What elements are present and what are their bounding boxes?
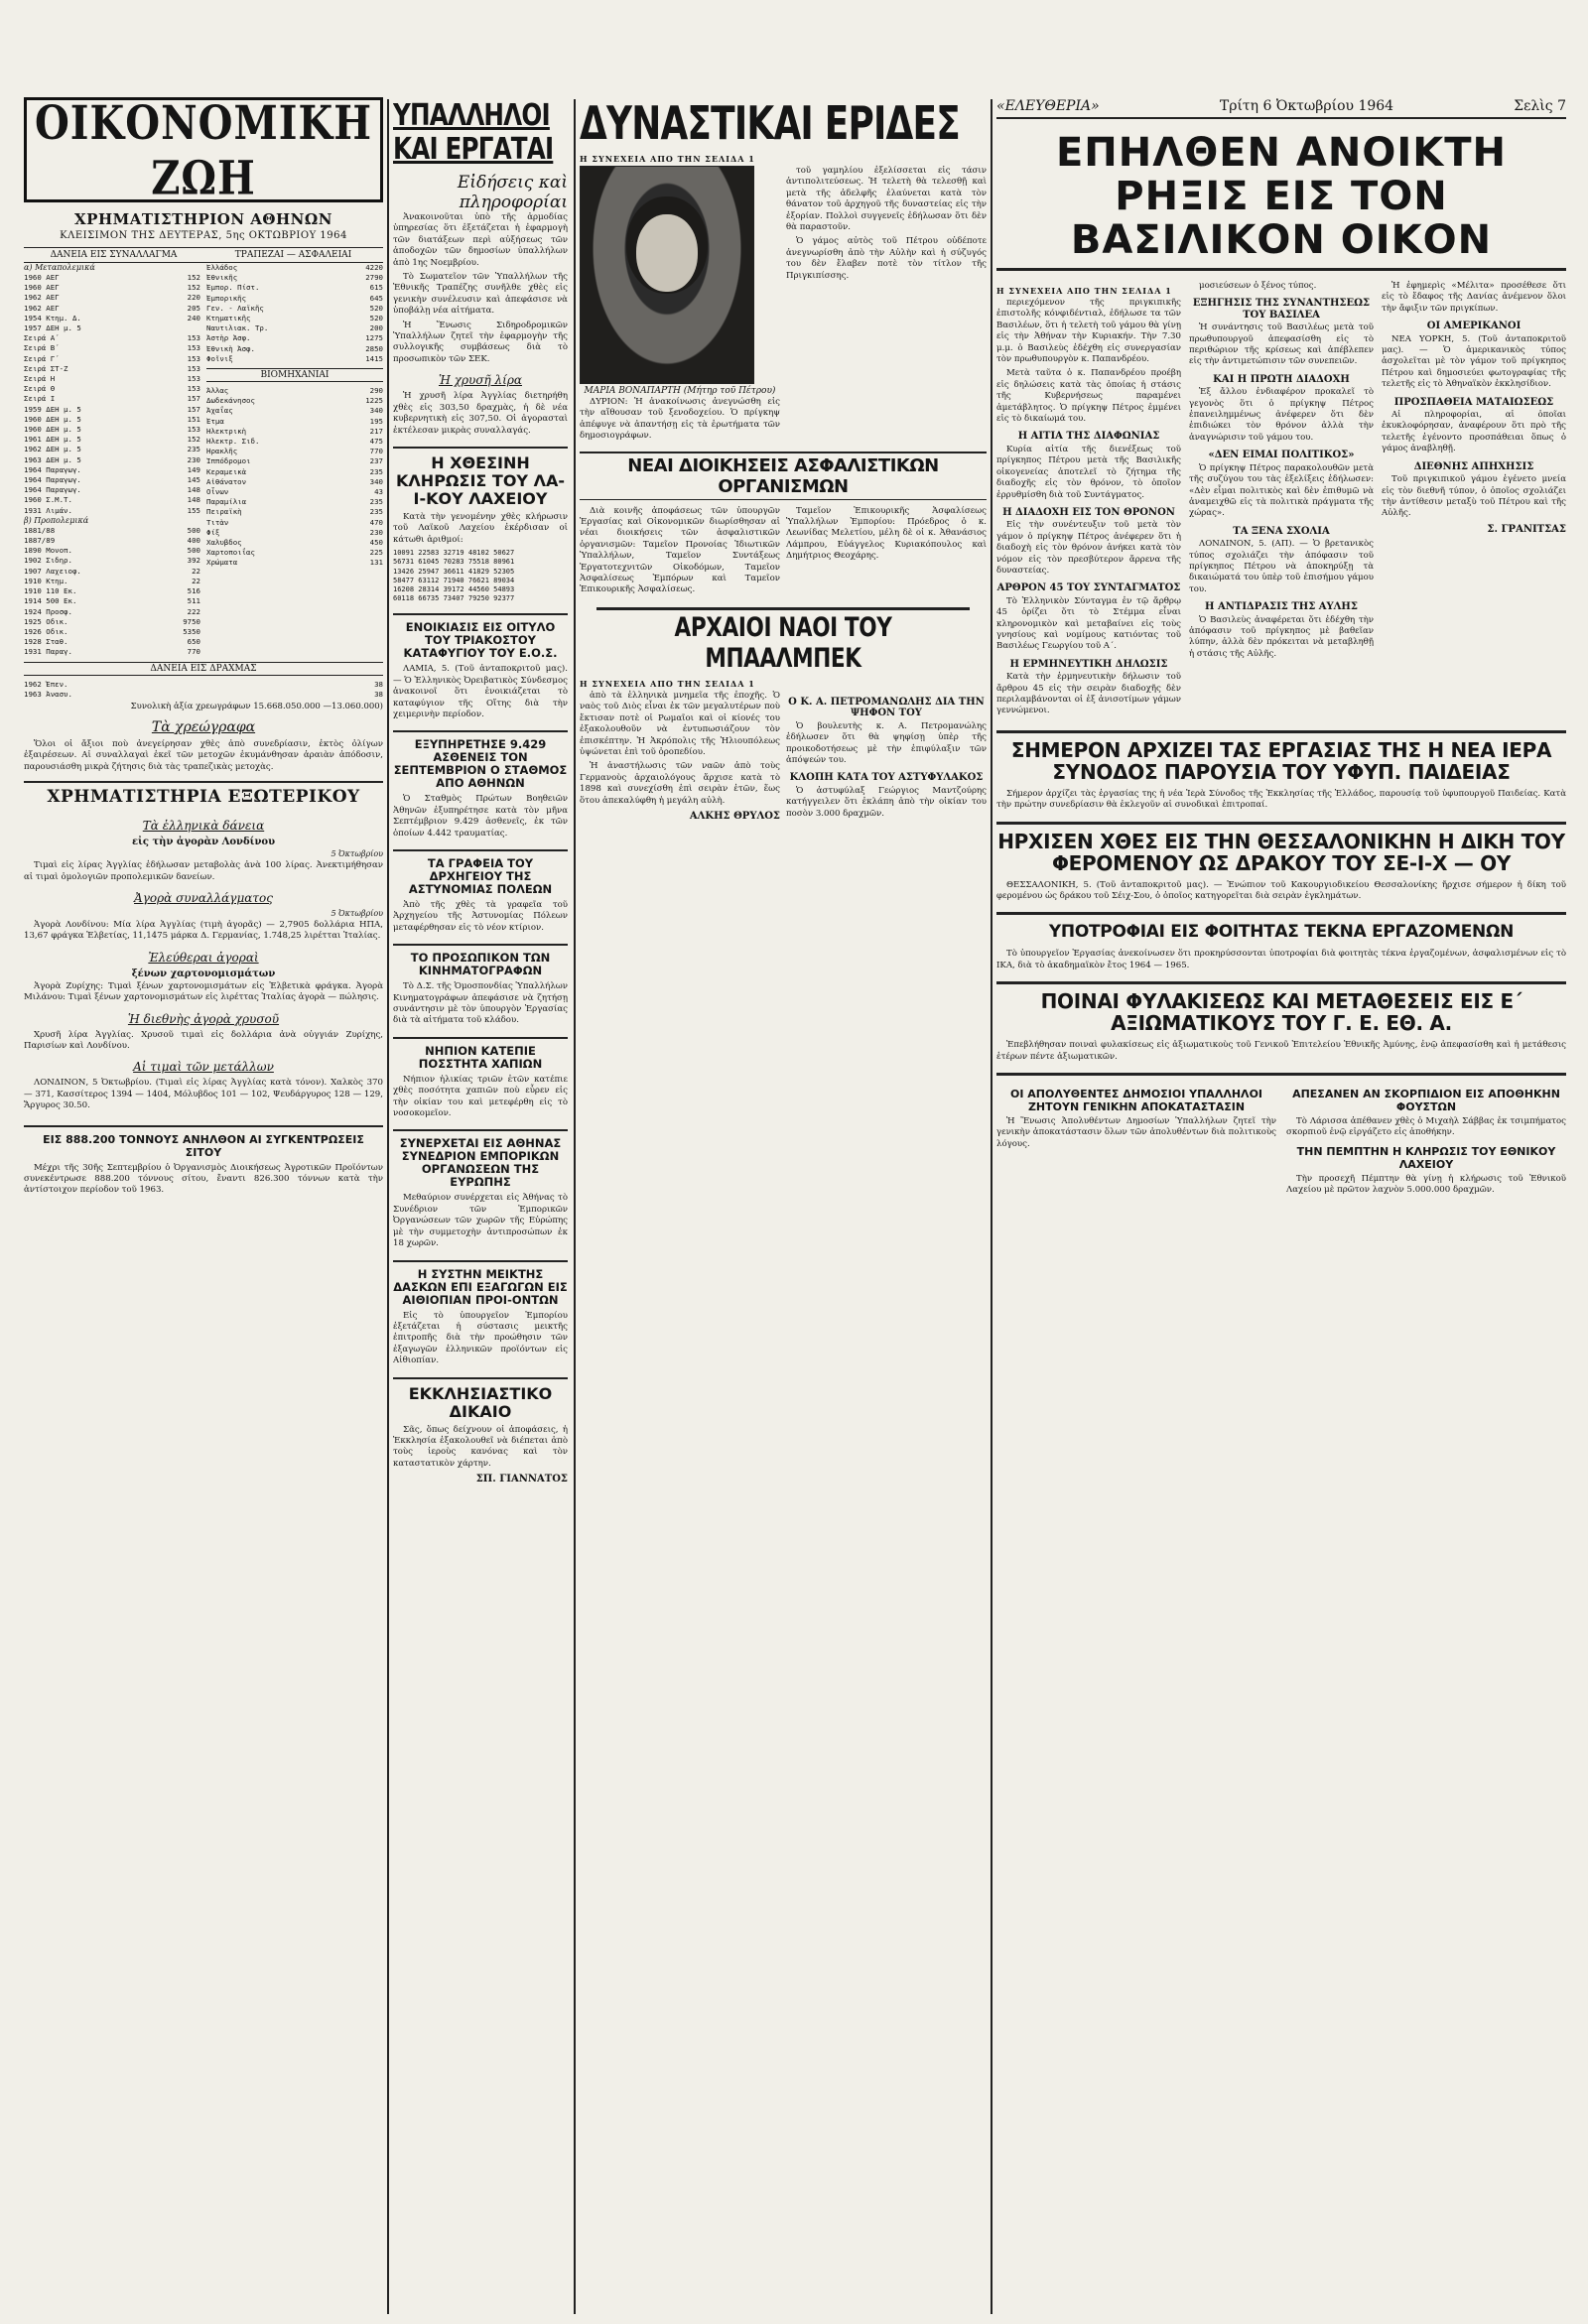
continuation-tag: Η ΣΥΝΕΧΕΙΑ ΑΠΟ ΤΗΝ ΣΕΛΙΔΑ 1	[580, 154, 755, 164]
column-rule	[991, 99, 992, 2314]
foreign-comments-heading: ΤΑ ΞΕΝΑ ΣΧΟΛΙΑ	[1233, 525, 1330, 537]
succession-text: Ἐξ ἄλλου ἐνδιαφέρον προκαλεῖ τὸ γεγονὸς ὅτι ὁ πρίγκηψ Πέτρος ἐπανειλημμένως ἀνέφερεν ὅτι δὲν ἐπιδιώκει τὸν θρόνον ἀλλὰ τὴν ἀναγνώρισιν τοῦ γάμου του.	[1189, 387, 1374, 443]
bank-row: Ναυτιλιακ. Τρ. 200	[206, 323, 383, 333]
metals-text: ΛΟΝΔΙΝΟΝ, 5 Ὀκτωβρίου. (Τιμαὶ εἰς λίρας Ἀγγλίας κατὰ τόνον). Χαλκὸς 370 — 371, Κασσίτερος 1394 — 1404, Μόλυβδος 101 — 102, Ψευδάργυρος 128 — 129, Ἄργυρος 30.50.	[24, 1078, 383, 1111]
industry-row: Τιτὰν 470	[206, 517, 383, 527]
loan-row: 1925 Οδικ. 9750	[24, 616, 200, 626]
closing-date: ΚΛΕΙΣΙΜΟΝ ΤΗΣ ΔΕΥΤΕΡΑΣ, 5ης ΟΚΤΩΒΡΙΟΥ 1964	[60, 230, 347, 241]
bonds-heading: Τὰ χρεώγραφα	[151, 718, 256, 735]
insurance-heading: ΝΕΑΙ ΔΙΟΙΚΗΣΕΙΣ ΑΣΦΑΛΙΣΤΙΚΩΝ ΟΡΓΑΝΙΣΜΩΝ	[580, 452, 987, 500]
first-aid-heading: ΕΞΥΠΗΡΕΤΗΣΕ 9.429 ΑΣΘΕΝΕΙΣ ΤΟΝ ΣΕΠΤΕΜΒΡΙΟΝ Ο ΣΤΑΘΜΟΣ ΑΠΟ ΑΘΗΝΩΝ	[393, 730, 568, 790]
vote-heading: Ο Κ. Α. ΠΕΤΡΟΜΑΝΩΛΗΣ ΔΙΑ ΤΗΝ ΨΗΦΟΝ ΤΟΥ	[788, 696, 985, 719]
church-law-heading: ΕΚΚΛΗΣΙΑΣΤΙΚΟ ΔΙΚΑΙΟ	[393, 1377, 568, 1421]
loan-row: 1964 Παραγωγ. 145	[24, 475, 200, 485]
interpretation-text: Κατὰ τὴν ἑρμηνευτικὴν δήλωσιν τοῦ ἄρθρου 45 εἰς τὴν σειρὰν διαδοχῆς δὲν περιλαμβάνονται οἱ ἐξ ἀνισοτίμων γάμων γεννώμενοι.	[996, 672, 1181, 716]
first-aid-text: Ὁ Σταθμὸς Πρώτων Βοηθειῶν Ἀθηνῶν ἐξυπηρέτησε κατὰ τὸν μῆνα Σεπτέμβριον 9.429 ἀσθενεῖς, ἐκ τῶν ὁποίων 4.442 τραυματίας.	[393, 794, 568, 839]
scholarship-heading: ΥΠΟΤΡΟΦΙΑΙ ΕΙΣ ΦΟΙΤΗΤΑΣ ΤΕΚΝΑ ΕΡΓΑΖΟΜΕΝΩΝ	[1048, 922, 1515, 943]
industry-row: Οἶνων 43	[206, 487, 383, 497]
loan-row: Σειρά Θ 153	[24, 384, 200, 394]
exports-heading: Η ΣΥΣΤΗΝ ΜΕΙΚΤΗΣ ΔΑΣΚΩΝ ΕΠΙ ΕΞΑΓΩΓΩΝ ΕΙΣ ΑΙΘΙΟΠΙΑΝ ΠΡΟΙ-ΟΝΤΩΝ	[393, 1260, 568, 1307]
synod-heading: ΣΗΜΕΡΟΝ ΑΡΧΙΖΕΙ ΤΑΣ ΕΡΓΑΣΙΑΣ ΤΗΣ Η ΝΕΑ ΙΕΡΑ ΣΥΝΟΔΟΣ ΠΑΡΟΥΣΙΑ ΤΟΥ ΥΦΥΠ. ΠΑΙΔΕΙΑΣ	[1010, 737, 1552, 784]
currency-text: Ἀγορὰ Λονδίνου: Μία λίρα Ἀγγλίας (τιμὴ ἀγορᾶς) — 2,7905 δολλάρια ΗΠΑ, 13,67 φράγκα Ἑλβετίας, 11,1475 μάρκα Δ. Γερμανίας, 1.748,25 λιρέτται Ἰταλίας.	[24, 919, 383, 942]
royal-text-2: Μετὰ ταῦτα ὁ κ. Παπανδρέου προέβη εἰς δηλώσεις κατὰ τὰς ὁποίας ἡ στάσις τῆς Κυβερνήσεως παραμένει ἀμετάβλητος. Ὁ πρίγκηψ Πέτρος ἐμμένει εἰς τὸ δικαίωμά του.	[996, 368, 1181, 425]
metals-heading: Αἱ τιμαὶ τῶν μετάλλων	[133, 1060, 274, 1075]
americans-text: ΝΕΑ ΥΟΡΚΗ, 5. (Τοῦ ἀνταποκριτοῦ μας). — Ὁ ἀμερικανικὸς τύπος ἀσχολεῖται μὲ τὸν γάμον τοῦ πρίγκηπος Πέτρου καὶ δημοσιεύει φωτογραφίας τῆς τελετῆς εἰς τὸ Ἀθηναϊκὸν ἐκκλησίδιον.	[1382, 333, 1566, 390]
banks-table: Ἑλλάδος 4220 Ἐθνικῆς 2790 Ἐμπορ. Πίστ. 615 Ἐμπορικῆς 645 Γεν. - Λαϊκῆς 520 Κτηματικῆς 520 Ναυτιλιακ. Τρ. 200 Ἀστὴρ Ἀσφ. 1275 Ἐθνικὴ Ἀσφ. 2850 Φοῖνιξ 1415 ΒΙΟΜΗΧΑΝΙΑΙ Ἄλλας 290 Δωδεκάνησος 1225 Ἀχαΐας 340 Ἔτμα 195 Ἠλεκτρικὴ 217 Ἠλεκτρ. Σιδ. 475 Ἡρακλῆς 770 Ἰππόδρομοι 237 Κεραμεικὰ 235 Αἰθάνατον 340 Οἶνων 43 Παραμίλια 235 Πειραϊκὴ 235 Τιτὰν 470 Φίξ 230 Χαλυβδος 450 Χαρτοποιΐας 225 Χρώματα 131	[206, 263, 383, 568]
child-heading: ΝΗΠΙΟΝ ΚΑΤΕΠΙΕ ΠΟΣΣΤΗΤΑ ΧΑΠΙΩΝ	[393, 1037, 568, 1071]
loan-row: 1962 ΔΕΗ μ. 5 235	[24, 445, 200, 454]
loan-row: 1962 ΑΕΓ 205	[24, 303, 200, 313]
gold-pound-text: Ἡ χρυσῆ λίρα Ἀγγλίας διετηρήθη χθὲς εἰς 303,50 δραχμὰς, ἡ δὲ νέα κυβερνητικὴ εἰς 307,50. Οἱ ἀγορασταὶ ἐκτέλεσαν μικρὰς συναλλαγάς.	[393, 391, 568, 436]
loan-row: 1931 Λιμάν. 155	[24, 505, 200, 515]
page-number: Σελὶς 7	[1514, 98, 1566, 114]
industry-row: Χρώματα 131	[206, 558, 383, 568]
lottery-number-line: 16208 28314 39172 44560 54893	[393, 584, 515, 593]
scholarship-text: Τὸ ὑπουργεῖον Ἐργασίας ἀνεκοίνωσεν ὅτι προκηρύσσονται ὑποτροφίαι διὰ φοιτητὰς τέκνα ἐργαζομένων, ἀσφαλισμένων εἰς τὸ ΙΚΑ, διὰ τὸ ἀκαδημαϊκὸν ἔτος 1964 — 1965.	[996, 949, 1566, 970]
column-rule	[387, 99, 389, 2314]
lottery-number-line: 13426 25947 36611 41829 52305	[393, 567, 515, 576]
industry-row: Ἀχαΐας 340	[206, 406, 383, 416]
synod-text: Σήμερον ἀρχίζει τὰς ἐργασίας της ἡ νέα Ἱερὰ Σύνοδος τῆς Ἐκκλησίας τῆς Ἑλλάδος, παρουσίᾳ τοῦ ὑφυπουργοῦ Παιδείας. Κατὰ τὴν πρώτην συνεδρίασιν θὰ ἐκλεγοῦν αἱ συνοδικαὶ ἐπιτροπαί.	[996, 788, 1566, 811]
scorpion-text: Τὸ Λάρισσα ἀπέθανεν χθὲς ὁ Μιχαὴλ Σάββας ἐκ τσιμπήματος σκορπιοῦ ἐνῷ εἰργάζετο εἰς ἀποθήκην.	[1286, 1116, 1566, 1138]
london-market-heading: εἰς τὴν ἀγορὰν Λονδίνου	[131, 837, 276, 848]
not-politician-text: Ὁ πρίγκηψ Πέτρος παρακολουθῶν μετὰ τῆς συζύγου του τὰς ἐξελίξεις ἐδήλωσεν: «Δὲν εἶμαι πολιτικὸς καὶ δὲν ἐπιθυμῶ νὰ ἀναμειχθῶ εἰς τὰ πολιτικὰ πράγματα τῆς χώρας».	[1189, 462, 1374, 519]
cinema-heading: ΤΟ ΠΡΟΣΩΠΙΚΟΝ ΤΩΝ ΚΙΝΗΜΑΤΟΓΡΑΦΩΝ	[393, 944, 568, 977]
loan-row: 1960 ΑΕΓ 152	[24, 273, 200, 282]
newspaper-name: «ΕΛΕΥΘΕΡΙΑ»	[996, 98, 1100, 114]
attempt-text: Αἱ πληροφορίαι, αἱ ὁποῖαι ἐκυκλοφόρησαν, ἀναφέρουν ὅτι πρὸ τῆς τελετῆς ἐγένοντο προσπάθειαι ὅπως ὁ γάμος ἀναβληθῇ.	[1382, 410, 1566, 454]
lottery-numbers	[393, 549, 568, 603]
loan-row: 1960 ΔΕΗ μ. 5 153	[24, 425, 200, 435]
industry-row: Ἄλλας 290	[206, 386, 383, 396]
loan-row: 1931 Παραγ. 770	[24, 647, 200, 657]
explanation-text: Ἡ συνάντησις τοῦ Βασιλέως μετὰ τοῦ πρωθυπουργοῦ ἀπεφασίσθη εἰς τὸ περιθώριον τῆς κρίσεως καὶ ἀπέβλεπεν εἰς τὴν ἀντιμετώπισιν τῶν συνεπειῶν.	[1189, 323, 1374, 367]
industry-row: Ἡρακλῆς 770	[206, 447, 383, 456]
dynastic-column: ΔΥΝΑΣΤΙΚΑΙ ΕΡΙΔΕΣ Η ΣΥΝΕΧΕΙΑ ΑΠΟ ΤΗΝ ΣΕΛΙΔΑ 1 ΜΑΡΙΑ ΒΟΝΑΠΑΡΤΗ (Μήτηρ τοῦ Πέτρου) ΔΥΡΙΟΝ: Ἡ ἀνακοίνωσις ἀνεγνώσθη εἰς τὴν αἴθουσαν τοῦ ξενοδοχείου. Ὁ πρίγκηψ ἀπέφυγε νὰ ἀπαντήσῃ εἰς τὰ ἐρωτήματα τῶν δημοσιογράφων. τοῦ γαμηλίου ἐξελίσσεται εἰς τάσιν ἀντιπολιτεύσεως. Ἡ τελετὴ θὰ τελεσθῇ καὶ μετὰ τῆς ἀδελφῆς ἐλαύνεται κατὰ τὸν θάνατον τοῦ ἀρχηγοῦ τῆς δυναστείας εἰς τὴν ἐξορίαν. Πολλοὶ συγγενεῖς ἐδήλωσαν ὅτι δὲν θὰ παραστοῦν. Ὁ γάμος αὐτὸς τοῦ Πέτρου οὐδέποτε ἀνεγνωρίσθη ἀπὸ τὴν Αὐλὴν καὶ ἡ σύζυγός του δὲν ἔλαβεν ποτὲ τὸν τίτλον τῆς Πριγκιπίσσης. ΝΕΑΙ ΔΙΟΙΚΗΣΕΙΣ ΑΣΦΑΛΙΣΤΙΚΩΝ ΟΡΓΑΝΙΣΜΩΝ Διὰ κοινῆς ἀποφάσεως τῶν ὑπουργῶν Ἐργασίας καὶ Οἰκονομικῶν διωρίσθησαν αἱ νέαι διοικήσεις τῶν ἀσφαλιστικῶν ὀργανισμῶν: Ταμεῖον Προνοίας Ἰδιωτικῶν Ὑπαλλήλων, Ταμεῖον Συντάξεως Ἐργατοτεχνιτῶν Οἰκοδόμων, Ταμεῖον Ἀσφαλίσεως Ἐμπόρων καὶ Ταμεῖον Ἐπικουρικῆς Ἀσφαλίσεως. Ταμεῖον Ἐπικουρικῆς Ἀσφαλίσεως Ὑπαλλήλων Ἐμπορίου: Πρόεδρος ὁ κ. Λεωνίδας Μελετίου, μέλη δὲ οἱ κ. Ἀθανάσιος Λάμπρου, Εὐάγγελος Κυριακόπουλος καὶ Δημήτριος Θεοχάρης. ΑΡΧΑΙΟΙ ΝΑΟΙ ΤΟΥ ΜΠΑΑΛΜΠΕΚ Η ΣΥΝΕΧΕΙΑ ΑΠΟ ΤΗΝ ΣΕΛΙΔΑ 1 ἀπὸ τὰ ἑλληνικὰ μνημεῖα τῆς ἐποχῆς. Ὁ ναὸς τοῦ Διὸς εἶναι ἐκ τῶν μεγαλυτέρων ποὺ ἔκτισαν ποτὲ οἱ Ρωμαῖοι καὶ οἱ κίονές του ἐξακολουθοῦν νὰ ἐντυπωσιάζουν τὸν ἐπισκέπτην. Ἡ Ἀκρόπολις τῆς Ἡλιουπόλεως ὑψώνεται ἐπὶ τοῦ ὀροπεδίου. Ἡ ἀναστήλωσις τῶν ναῶν ἀπὸ τοὺς Γερμανοὺς ἀρχαιολόγους ἄρχισε κατὰ τὸ 1898 καὶ συνεχίσθη ἐπὶ σειρὰν ἐτῶν, ἕως ὅτου ἀπεκαλύφθη ἡ μεγάλη αὐλὴ. ΑΛΚΗΣ ΘΡΥΛΟΣ Ο Κ. Α. ΠΕΤΡΟΜΑΝΩΛΗΣ ΔΙΑ ΤΗΝ ΨΗΦΟΝ ΤΟΥ Ὁ βουλευτὴς κ. Α. Πετρομανώλης ἐδήλωσεν ὅτι θὰ ψηφίσῃ ὑπὲρ τῆς προικοδοτήσεως μὲ τὴν ἐπιφύλαξιν τῶν ἀπόψεών του. ΚΛΟΠΗ ΚΑΤΑ ΤΟΥ ΑΣΤΥΦΥΛΑΚΟΣ Ὁ ἀστυφύλαξ Γεώργιος Μαντζούρης κατήγγειλεν ὅτι ἐκλάπη ἀπὸ τὴν οἰκίαν του ποσὸν 3.000 δραχμῶν.	[580, 0, 987, 2324]
international-heading: ΔΙΕΘΝΗΣ ΑΠΗΧΗΣΙΣ	[1413, 460, 1534, 472]
drachma-loan-row: 1963 Ἀνασυ. 38	[24, 689, 383, 699]
national-lottery-heading: ΤΗΝ ΠΕΜΠΤΗΝ Η ΚΛΗΡΩΣΙΣ ΤΟΥ ΕΘΝΙΚΟΥ ΛΑΧΕΙΟΥ	[1296, 1144, 1556, 1171]
vote-text: Ὁ βουλευτὴς κ. Α. Πετρομανώλης ἐδήλωσεν ὅτι θὰ ψηφίσῃ ὑπὲρ τῆς προικοδοτήσεως μὲ τὴν ἐπιφύλαξιν τῶν ἀπόψεών του.	[786, 720, 987, 765]
portrait-photo	[580, 166, 754, 384]
bank-row: Κτηματικῆς 520	[206, 314, 383, 323]
attempt-heading: ΠΡΟΣΠΑΘΕΙΑ ΜΑΤΑΙΩΣΕΩΣ	[1393, 396, 1554, 408]
exchange-title: ΧΡΗΜΑΤΙΣΤΗΡΙΟΝ ΑΘΗΝΩΝ	[74, 210, 332, 228]
throne-text: Εἰς τὴν συνέντευξιν τοῦ μετὰ τὸν γάμον ὁ πρίγκηψ Πέτρος ἀνέφερεν ὅτι ἡ διαδοχὴ εἰς τὸν θρόνον ἀνήκει κατὰ τὸν νόμον εἰς τὸν πρεσβύτερον ἄρρενα τῆς δυναστείας.	[996, 520, 1181, 576]
royal-story-title: ΕΠΗΛΘΕΝ ΑΝΟΙΚΤΗ ΡΗΞΙΣ ΕΙΣ ΤΟΝ ΒΑΣΙΛΙΚΟΝ ΟΙΚΟΝ	[996, 131, 1566, 271]
section-masthead	[24, 95, 383, 206]
bank-row: Ἐθνικὴ Ἀσφ. 2850	[206, 343, 383, 353]
gold-market-heading: Ἡ διεθνὴς ἀγορὰ χρυσοῦ	[127, 1011, 280, 1026]
london-text: Τιμαὶ εἰς λίρας Ἀγγλίας ἐδήλωσαν μεταβολὰς ἀνὰ 100 λίρας. Ἀνεκτιμήθησαν αἱ τιμαὶ ὁμολογιῶν προπολεμικῶν δανείων.	[24, 860, 383, 882]
bonds-text: Ὅλοι οἱ ἄξιοι ποὺ ἀνεγείρησαν χθὲς ἀπὸ συνεδρίασιν, ἐκτὸς ὀλίγων ἐξαιρέσεων. Αἱ συναλλαγαὶ ἐκεῖ τῶν μετοχῶν ἐκυμάνθησαν ἀραιὰν ἀπόδοσιν, παρουσιάσθη μικρὰ ζήτησις διὰ τὰς τραπεζικὰς μετοχὰς.	[24, 738, 383, 772]
economic-life-column: ΟΙΚΟΝΟΜΙΚΗ ΖΩΗ ΧΡΗΜΑΤΙΣΤΗΡΙΟΝ ΑΘΗΝΩΝ ΚΛΕΙΣΙΜΟΝ ΤΗΣ ΔΕΥΤΕΡΑΣ, 5ης ΟΚΤΩΒΡΙΟΥ 1964 ΔΑΝΕΙΑ ΕΙΣ ΣΥΝΑΛΛΑΓΜΑ ΤΡΑΠΕΖΑΙ — ΑΣΦΑΛΕΙΑΙ α) Μεταπολεμικά 1960 ΑΕΓ 152 1960 ΑΕΓ 152 1962 ΑΕΓ 220 1962 ΑΕΓ 205 1954 Κτημ. Δ. 240 1957 ΔΕΗ μ. 5 Σειρά Α΄ 153 Σειρά Β΄ 153 Σειρά Γ΄ 153 Σειρά ΣΤ-Ζ 153 Σειρά Η 153 Σειρά Θ 153 Σειρά Ι 157 1959 ΔΕΗ μ. 5 157 1960 ΔΕΗ μ. 5 151 1960 ΔΕΗ μ. 5 153 1961 ΔΕΗ μ. 5 152 1962 ΔΕΗ μ. 5 235 1963 ΔΕΗ μ. 5 230 1964 Παραγωγ. 149 1964 Παραγωγ. 145 1964 Παραγωγ. 148 1960 Σ.Μ.Τ. 148 1931 Λιμάν. 155 β) Προπολεμικά 1881/88 500 1887/89 400 1890 Μονοπ. 500 1902 Σιδηρ. 392 1907 Λαχειοφ. 22 1910 Κτημ. 22 1910 110 Εκ. 516 1914 500 Εκ. 511 1924 Προσφ. 222 1925 Οδικ. 9750 1926 Οδικ. 5350 1928 Σταθ. 650 1931 Παραγ. 770 Ἑλλάδος 4220 Ἐθνικῆς 2790 Ἐμπορ. Πίστ. 615 Ἐμπορικῆς 645 Γεν. - Λαϊκῆς 520 Κτηματικῆς 520 Ναυτιλιακ. Τρ. 200 Ἀστὴρ Ἀσφ. 1275 Ἐθνικὴ Ἀσφ. 2850 Φοῖνιξ 1415 ΒΙΟΜΗΧΑΝΙΑΙ Ἄλλας 290 Δωδεκάνησος 1225 Ἀχαΐας 340 Ἔτμα 195 Ἠλεκτρικὴ 217 Ἠλεκτρ. Σιδ. 475 Ἡρακλῆς 770 Ἰππόδρομοι 237 Κεραμεικὰ 235 Αἰθάνατον 340 Οἶνων 43 Παραμίλια 235 Πειραϊκὴ 235 Τιτὰν 470 Φίξ 230 Χαλυβδος 450 Χαρτοποιΐας 225 Χρώματα 131 ΔΑΝΕΙΑ ΕΙΣ ΔΡΑΧΜΑΣ 1962 Ἐπεν. 38 1963 Ἀνασυ. 38 Συνολικὴ ἀξία χρεωγράφων 15.668.050.000 —13.060.000) Τὰ χρεώγραφα Ὅλοι οἱ ἄξιοι ποὺ ἀνεγείρησαν χθὲς ἀπὸ συνεδρίασιν, ἐκτὸς ὀλίγων ἐξαιρέσεων. Αἱ συναλλαγαὶ ἐκεῖ τῶν μετοχῶν ἐκυμάνθησαν ἀραιὰν ἀπόδοσιν, παρουσιάσθη μικρὰ ζήτησις διὰ τὰς τραπεζικὰς μετοχὰς. ΧΡΗΜΑΤΙΣΤΗΡΙΑ ΕΞΩΤΕΡΙΚΟΥ Τὰ ἑλληνικὰ δάνεια εἰς τὴν ἀγορὰν Λονδίνου 5 Ὀκτωβρίου Τιμαὶ εἰς λίρας Ἀγγλίας ἐδήλωσαν μεταβολὰς ἀνὰ 100 λίρας. Ἀνεκτιμήθησαν αἱ τιμαὶ ὁμολογιῶν προπολεμικῶν δανείων. Ἀγορὰ συναλλάγματος 5 Ὀκτωβρίου Ἀγορὰ Λονδίνου: Μία λίρα Ἀγγλίας (τιμὴ ἀγορᾶς) — 2,7905 δολλάρια ΗΠΑ, 13,67 φράγκα Ἑλβετίας, 11,1475 μάρκα Δ. Γερμανίας, 1.748,25 λιρέτται Ἰταλίας. Ἐλεύθεραι ἀγοραὶ ξένων χαρτονομισμάτων Ἀγορὰ Ζυρίχης: Τιμαὶ ξένων χαρτονομισμάτων εἰς Ἑλβετικὰ φράγκα. Ἀγορὰ Μιλάνου: Τιμαὶ ξένων χαρτονομισμάτων εἰς λιρέττας Ἰταλίας ἀγορὰ — πώλησις. Ἡ διεθνὴς ἀγορὰ χρυσοῦ Χρυσῆ λίρα Ἀγγλίας. Χρυσοῦ τιμαὶ εἰς δολλάρια ἀνὰ οὐγγιάν Ζυρίχης, Παρισίων καὶ Λονδίνου. Αἱ τιμαὶ τῶν μετάλλων ΛΟΝΔΙΝΟΝ, 5 Ὀκτωβρίου. (Τιμαὶ εἰς λίρας Ἀγγλίας κατὰ τόνον). Χαλκὸς 370 — 371, Κασσίτερος 1394 — 1404, Μόλυβδος 101 — 102, Ψευδάργυρος 128 — 129, Ἄργυρος 30.50. ΕΙΣ 888.200 ΤΟΝΝΟΥΣ ΑΝΗΛΘΟΝ ΑΙ ΣΥΓΚΕΝΤΡΩΣΕΙΣ ΣΙΤΟΥ Μέχρι τῆς 30ῆς Σεπτεμβρίου ὁ Ὀργανισμὸς Διοικήσεως Ἀγροτικῶν Προϊόντων συνεκέντρωσε 888.200 τόννους σίτου, ἔναντι 826.300 τόννων κατὰ τὴν ἀντίστοιχον περίοδον τοῦ 1963.	[24, 95, 383, 1196]
exports-text: Εἰς τὸ ὑπουργεῖον Ἐμπορίου ἐξετάζεται ἡ σύστασις μεικτῆς ἐπιτροπῆς διὰ τὴν προώθησιν τῶν ἐξαγωγῶν ἑλληνικῶν προϊόντων εἰς Αἰθιοπίαν.	[393, 1310, 568, 1366]
dynastic-title: ΔΥΝΑΣΤΙΚΑΙ ΕΡΙΔΕΣ	[580, 96, 960, 150]
lottery-text: Κατὰ τὴν γενομένην χθὲς κλήρωσιν τοῦ Λαϊκοῦ Λαχείου ἐκέρδισαν οἱ κάτωθι ἀριθμοί:	[393, 511, 568, 545]
police-heading: ΤΑ ΓΡΑΦΕΙΑ ΤΟΥ ΔΡΧΗΓΕΙΟΥ ΤΗΣ ΑΣΤΥΝΟΜΙΑΣ ΠΟΛΕΩΝ	[393, 849, 568, 896]
loan-row: 1907 Λαχειοφ. 22	[24, 566, 200, 576]
news-text-3: Ἡ Ἕνωσις Σιδηροδρομικῶν Ὑπαλλήλων ζητεῖ τὴν ἐφαρμογὴν τῆς συλλογικῆς συμβάσεως διὰ τὸ προσωπικὸν τῶν ΣΕΚ.	[393, 320, 568, 364]
photo-caption: ΜΑΡΙΑ ΒΟΝΑΠΑΡΤΗ (Μήτηρ τοῦ Πέτρου)	[584, 386, 776, 396]
loan-row: 1960 Σ.Μ.Τ. 148	[24, 495, 200, 505]
loan-row: 1928 Σταθ. 650	[24, 637, 200, 647]
london-comment-text: ΛΟΝΔΙΝΟΝ, 5. (ΑΠ). — Ὁ βρετανικὸς τύπος σχολιάζει τὴν ἀπόφασιν τοῦ πρίγκηπος Πέτρου νὰ ἀποκηρύξῃ τὰ δικαιώματά του ὑπὲρ τοῦ ἐπισήμου γάμου του.	[1189, 539, 1374, 594]
americans-heading: ΟΙ ΑΜΕΡΙΚΑΝΟΙ	[1426, 321, 1522, 332]
loan-row: 1926 Οδικ. 5350	[24, 626, 200, 636]
turnover-total: Συνολικὴ ἀξία χρεωγράφων 15.668.050.000 —13.060.000)	[130, 701, 383, 711]
royal-story-column: ΕΠΗΛΘΕΝ ΑΝΟΙΚΤΗ ΡΗΞΙΣ ΕΙΣ ΤΟΝ ΒΑΣΙΛΙΚΟΝ ΟΙΚΟΝ Η ΣΥΝΕΧΕΙΑ ΑΠΟ ΤΗΝ ΣΕΛΙΔΑ 1 περιεχόμενον τῆς πριγκιπικῆς ἐπιστολῆς κόνφιδέντιαλ, ἐδήλωσε τα τῶν Βασιλέων, ὅτι ἡ τελετὴ τοῦ γάμου θὰ γίνῃ εἰς τὴν Ἀθήναν τὴν Κυριακήν. Τὴν 7.30 μ.μ. ὁ Βασιλεὺς ἐδέχθη εἰς συνεργασίαν τὸν πρωθυπουργὸν κ. Παπανδρέου. Μετὰ ταῦτα ὁ κ. Παπανδρέου προέβη εἰς δηλώσεις κατὰ τὰς ὁποίας ἡ στάσις τῆς Κυβερνήσεως παραμένει ἀμετάβλητος. Ὁ πρίγκηψ Πέτρος ἐμμένει εἰς τὸ δικαίωμά του. Η ΑΙΤΙΑ ΤΗΣ ΔΙΑΦΩΝΙΑΣ Κυρία αἰτία τῆς διενέξεως τοῦ πρίγκηπος Πέτρου μετὰ τῆς Βασιλικῆς οἰκογενείας ἀποτελεῖ τὸ ζήτημα τῆς διαδοχῆς εἰς τὸν θρόνον, τὸ ὁποῖον ἐρρυθμίσθη διὰ τοῦ Συντάγματος. Η ΔΙΑΔΟΧΗ ΕΙΣ ΤΟΝ ΘΡΟΝΟΝ Εἰς τὴν συνέντευξιν τοῦ μετὰ τὸν γάμον ὁ πρίγκηψ Πέτρος ἀνέφερεν ὅτι ἡ διαδοχὴ εἰς τὸν θρόνον ἀνήκει κατὰ τὸν νόμον εἰς τὸν πρεσβύτερον ἄρρενα τῆς δυναστείας. ΑΡΘΡΟΝ 45 ΤΟΥ ΣΥΝΤΑΓΜΑΤΟΣ Τὸ Ἑλληνικὸν Σύνταγμα ἐν τῷ ἄρθρῳ 45 ὁρίζει ὅτι τὸ Στέμμα εἶναι κληρονομικὸν καὶ μεταβαίνει εἰς τοὺς γνησίους καὶ νομίμους κατιόντας τοῦ Βασιλέως Γεωργίου τοῦ Α΄. Η ΕΡΜΗΝΕΥΤΙΚΗ ΔΗΛΩΣΙΣ Κατὰ τὴν ἑρμηνευτικὴν δήλωσιν τοῦ ἄρθρου 45 εἰς τὴν σειρὰν διαδοχῆς δὲν περιλαμβάνονται οἱ ἐξ ἀνισοτίμων γάμων γεννώμενοι. μοσιεύσεων ὁ ξένος τύπος. ΕΞΗΓΗΣΙΣ ΤΗΣ ΣΥΝΑΝΤΗΣΕΩΣ ΤΟΥ ΒΑΣΙΛΕΑ Ἡ συνάντησις τοῦ Βασιλέως μετὰ τοῦ πρωθυπουργοῦ ἀπεφασίσθη εἰς τὸ περιθώριον τῆς κρίσεως καὶ ἀπέβλεπεν εἰς τὴν ἀντιμετώπισιν τῶν συνεπειῶν. ΚΑΙ Η ΠΡΩΤΗ ΔΙΑΔΟΧΗ Ἐξ ἄλλου ἐνδιαφέρον προκαλεῖ τὸ γεγονὸς ὅτι ὁ πρίγκηψ Πέτρος ἐπανειλημμένως ἀνέφερεν ὅτι δὲν ἐπιδιώκει τὸν θρόνον ἀλλὰ τὴν ἀναγνώρισιν τοῦ γάμου του. «ΔΕΝ ΕΙΜΑΙ ΠΟΛΙΤΙΚΟΣ» Ὁ πρίγκηψ Πέτρος παρακολουθῶν μετὰ τῆς συζύγου του τὰς ἐξελίξεις ἐδήλωσεν: «Δὲν εἶμαι πολιτικὸς καὶ δὲν ἐπιθυμῶ νὰ ἀναμειχθῶ εἰς τὰ πολιτικὰ πράγματα τῆς χώρας». ΤΑ ΞΕΝΑ ΣΧΟΛΙΑ ΛΟΝΔΙΝΟΝ, 5. (ΑΠ). — Ὁ βρετανικὸς τύπος σχολιάζει τὴν ἀπόφασιν τοῦ πρίγκηπος Πέτρου νὰ ἀποκηρύξῃ τὰ δικαιώματά του ὑπὲρ τοῦ ἐπισήμου γάμου του. Η ΑΝΤΙΔΡΑΣΙΣ ΤΗΣ ΑΥΛΗΣ Ὁ Βασιλεὺς ἀναφέρεται ὅτι ἐδέχθη τὴν ἀπόφασιν τοῦ πρίγκηπος μὲ βαθεῖαν λύπην, ἀλλὰ δὲν πρόκειται νὰ μεταβληθῇ ἡ στάσις τῆς Αὐλῆς. Ἡ ἐφημερὶς «Μέλιτα» προσέθεσε ὅτι εἰς τὸ ἔδαφος τῆς Δανίας ἀνέμενον ὅλοι τὴν ἄφιξιν τῶν πριγκίπων. ΟΙ ΑΜΕΡΙΚΑΝΟΙ ΝΕΑ ΥΟΡΚΗ, 5. (Τοῦ ἀνταποκριτοῦ μας). — Ὁ ἀμερικανικὸς τύπος ἀσχολεῖται μὲ τὸν γάμον τοῦ πρίγκηπος Πέτρου καὶ δημοσιεύει φωτογραφίας τῆς τελετῆς εἰς τὸ Ἀθηναϊκὸν ἐκκλησίδιον. ΠΡΟΣΠΑΘΕΙΑ ΜΑΤΑΙΩΣΕΩΣ Αἱ πληροφορίαι, αἱ ὁποῖαι ἐκυκλοφόρησαν, ἀναφέρουν ὅτι πρὸ τῆς τελετῆς ἐγένοντο προσπάθειαι ὅπως ὁ γάμος ἀναβληθῇ. ΔΙΕΘΝΗΣ ΑΠΗΧΗΣΙΣ Τοῦ πριγκιπικοῦ γάμου ἐγένετο μνεία εἰς τὸν διεθνῆ τύπον, ὁ ὁποῖος σχολιάζει τὴν ἀντίθεσιν μεταξὺ τοῦ Πέτρου καὶ τῆς Αὐλῆς. Σ. ΓΡΑΝΙΤΣΑΣ ΣΗΜΕΡΟΝ ΑΡΧΙΖΕΙ ΤΑΣ ΕΡΓΑΣΙΑΣ ΤΗΣ Η ΝΕΑ ΙΕΡΑ ΣΥΝΟΔΟΣ ΠΑΡΟΥΣΙΑ ΤΟΥ ΥΦΥΠ. ΠΑΙΔΕΙΑΣ Σήμερον ἀρχίζει τὰς ἐργασίας της ἡ νέα Ἱερὰ Σύνοδος τῆς Ἐκκλησίας τῆς Ἑλλάδος, παρουσίᾳ τοῦ ὑφυπουργοῦ Παιδείας. Κατὰ τὴν πρώτην συνεδρίασιν θὰ ἐκλεγοῦν αἱ συνοδικαὶ ἐπιτροπαί. ΗΡΧΙΣΕΝ ΧΘΕΣ ΕΙΣ ΤΗΝ ΘΕΣΣΑΛΟΝΙΚΗΝ Η ΔΙΚΗ ΤΟΥ ΦΕΡΟΜΕΝΟΥ ΩΣ ΔΡΑΚΟΥ ΤΟΥ ΣΕ-Ι-Χ — ΟΥ ΘΕΣΣΑΛΟΝΙΚΗ, 5. (Τοῦ ἀνταποκριτοῦ μας). — Ἐνώπιον τοῦ Κακουργιοδικείου Θεσσαλονίκης ἤρχισε σήμερον ἡ δίκη τοῦ φερομένου ὡς δράκου τοῦ Σέιχ-Σου, ὁ ὁποῖος κατηγορεῖται διὰ σειρὰν ἐγκλημάτων. ΥΠΟΤΡΟΦΙΑΙ ΕΙΣ ΦΟΙΤΗΤΑΣ ΤΕΚΝΑ ΕΡΓΑΖΟΜΕΝΩΝ Τὸ ὑπουργεῖον Ἐργασίας ἀνεκοίνωσεν ὅτι προκηρύσσονται ὑποτροφίαι διὰ φοιτητὰς τέκνα ἐργαζομένων, ἀσφαλισμένων εἰς τὸ ΙΚΑ, διὰ τὸ ἀκαδημαϊκὸν ἔτος 1964 — 1965. ΠΟΙΝΑΙ ΦΥΛΑΚΙΣΕΩΣ ΚΑΙ ΜΕΤΑΘΕΣΕΙΣ ΕΙΣ Ε΄ ΑΞΙΩΜΑΤΙΚΟΥΣ ΤΟΥ Γ. Ε. ΕΘ. Α. Ἐπεβλήθησαν ποιναὶ φυλακίσεως εἰς ἀξιωματικοὺς τοῦ Γενικοῦ Ἐπιτελείου Ἐθνικῆς Ἀμύνης, ἐνῷ ἀπεφασίσθη καὶ ἡ μετάθεσις ἑτέρων πέντε ἀξιωματικῶν. ΟΙ ΑΠΟΛΥΘΕΝΤΕΣ ΔΗΜΟΣΙΟΙ ΥΠΑΛΛΗΛΟΙ ΖΗΤΟΥΝ ΓΕΝΙΚΗΝ ΑΠΟΚΑΤΑΣΤΑΣΙΝ Ἡ Ἕνωσις Ἀπολυθέντων Δημοσίων Ὑπαλλήλων ζητεῖ τὴν γενικὴν ἀποκατάστασιν ὅλων τῶν ἀπολυθέντων διὰ πολιτικοὺς λόγους. ΑΠΕΣΑΝΕΝ ΑΝ ΣΚΟΡΠΙΔΙΟΝ ΕΙΣ ΑΠΟΘΗΚΗΝ ΦΟΥΣΤΩΝ Τὸ Λάρισσα ἀπέθανεν χθὲς ὁ Μιχαὴλ Σάββας ἐκ τσιμπήματος σκορπιοῦ ἐνῷ εἰργάζετο εἰς ἀποθήκην. ΤΗΝ ΠΕΜΠΤΗΝ Η ΚΛΗΡΩΣΙΣ ΤΟΥ ΕΘΝΙΚΟΥ ΛΑΧΕΙΟΥ Τὴν προσεχῆ Πέμπτην θὰ γίνῃ ἡ κλήρωσις τοῦ Ἐθνικοῦ Λαχείου μὲ πρῶτον λαχνὸν 5.000.000 δραχμῶν.	[996, 0, 1566, 2324]
loan-row: Σειρά Η 153	[24, 374, 200, 384]
bank-row: Γεν. - Λαϊκῆς 520	[206, 303, 383, 313]
interpretation-heading: Η ΕΡΜΗΝΕΥΤΙΚΗ ΔΗΛΩΣΙΣ	[1009, 658, 1168, 670]
loan-row: 1910 Κτημ. 22	[24, 576, 200, 585]
lottery-number-line: 56731 61045 70283 75518 80961	[393, 558, 515, 567]
loan-row: 1924 Προσφ. 222	[24, 606, 200, 616]
loan-row: Σειρά Ι 157	[24, 394, 200, 404]
loan-row: 1959 ΔΕΗ μ. 5 157	[24, 404, 200, 414]
author-signature: ΣΠ. ΓΙΑΝΝΑΤΟΣ	[475, 1474, 568, 1485]
loan-row: 1963 ΔΕΗ μ. 5 230	[24, 454, 200, 464]
bank-row: Φοῖνιξ 1415	[206, 353, 383, 363]
greek-loans-heading: Τὰ ἑλληνικὰ δάνεια	[142, 819, 265, 834]
royal-story-author: Σ. ΓΡΑΝΙΤΣΑΣ	[1487, 523, 1566, 535]
loan-row: Σειρά Α΄ 153	[24, 333, 200, 343]
dismissed-text: Ἡ Ἕνωσις Ἀπολυθέντων Δημοσίων Ὑπαλλήλων ζητεῖ τὴν γενικὴν ἀποκατάστασιν ὅλων τῶν ἀπολυθέντων διὰ πολιτικοὺς λόγους.	[996, 1116, 1276, 1149]
lottery-number-line: 10091 22583 32719 48102 50627	[393, 549, 515, 558]
theft-heading: ΚΛΟΠΗ ΚΑΤΑ ΤΟΥ ΑΣΤΥΦΥΛΑΚΟΣ	[789, 772, 984, 784]
loan-row: 1881/88 500	[24, 525, 200, 535]
lottery-number-line: 58477 63112 71940 76621 89034	[393, 576, 515, 584]
royal-text-1: περιεχόμενον τῆς πριγκιπικῆς ἐπιστολῆς κόνφιδέντιαλ, ἐδήλωσε τα τῶν Βασιλέων, ὅτι ἡ τελετὴ τοῦ γάμου θὰ γίνῃ εἰς τὴν Ἀθήναν τὴν Κυριακήν. Τὴν 7.30 μ.μ. ὁ Βασιλεὺς ἐδέχθη εἰς συνεργασίαν τὸν πρωθυπουργὸν κ. Παπανδρέου.	[996, 298, 1181, 365]
insurance-text: Διὰ κοινῆς ἀποφάσεως τῶν ὑπουργῶν Ἐργασίας καὶ Οἰκονομικῶν διωρίσθησαν αἱ νέαι διοικήσεις τῶν ἀσφαλιστικῶν ὀργανισμῶν: Ταμεῖον Προνοίας Ἰδιωτικῶν Ὑπαλλήλων, Ταμεῖον Συντάξεως Ἐργατοτεχνιτῶν Οἰκοδόμων, Ταμεῖον Ἀσφαλίσεως Ἐμπόρων καὶ Ταμεῖον Ἐπικουρικῆς Ἀσφαλίσεως.	[580, 505, 780, 595]
industry-row: Ἰππόδρομοι 237	[206, 456, 383, 466]
article-text: Τὸ Ἑλληνικὸν Σύνταγμα ἐν τῷ ἄρθρῳ 45 ὁρίζει ὅτι τὸ Στέμμα εἶναι κληρονομικὸν καὶ μεταβαίνει εἰς τοὺς γνησίους καὶ νομίμους κατιόντας τοῦ Βασιλέως Γεωργίου τοῦ Α΄.	[996, 595, 1181, 652]
gold-pound-heading: Ἡ χρυσῆ λίρα	[438, 373, 522, 388]
loan-row: 1960 ΔΕΗ μ. 5 151	[24, 414, 200, 424]
lottery-heading: Η ΧΘΕΣΙΝΗ ΚΛΗΡΩΣΙΣ ΤΟΥ ΛΑ-Ι-ΚΟΥ ΛΑΧΕΙΟΥ	[393, 447, 568, 508]
explanation-heading: ΕΞΗΓΗΣΙΣ ΤΗΣ ΣΥΝΑΝΤΗΣΕΩΣ ΤΟΥ ΒΑΣΙΛΕΑ	[1192, 298, 1371, 321]
theft-text: Ὁ ἀστυφύλαξ Γεώργιος Μαντζούρης κατήγγειλεν ὅτι ἐκλάπη ἀπὸ τὴν οἰκίαν του ποσὸν 3.000 δραχμῶν.	[786, 785, 987, 819]
loan-row: 1960 ΑΕΓ 152	[24, 283, 200, 293]
temples-text-2: Ἡ ἀναστήλωσις τῶν ναῶν ἀπὸ τοὺς Γερμανοὺς ἀρχαιολόγους ἄρχισε κατὰ τὸ 1898 καὶ συνεχίσθη ἐπὶ σειρὰν ἐτῶν, ἕως ὅτου ἀπεκαλύφθη ἡ μεγάλη αὐλὴ.	[580, 761, 780, 806]
national-lottery-text: Τὴν προσεχῆ Πέμπτην θὰ γίνῃ ἡ κλήρωσις τοῦ Ἐθνικοῦ Λαχείου μὲ πρῶτον λαχνὸν 5.000.000 δραχμῶν.	[1286, 1173, 1566, 1196]
court-reaction-text: Ὁ Βασιλεὺς ἀναφέρεται ὅτι ἐδέχθη τὴν ἀπόφασιν τοῦ πρίγκηπος μὲ βαθεῖαν λύπην, ἀλλὰ δὲν πρόκειται νὰ μεταβληθῇ ἡ στάσις τῆς Αὐλῆς.	[1189, 614, 1374, 659]
bank-row: Ἀστὴρ Ἀσφ. 1275	[206, 333, 383, 343]
wheat-heading: ΕΙΣ 888.200 ΤΟΝΝΟΥΣ ΑΝΗΛΘΟΝ ΑΙ ΣΥΓΚΕΝΤΡΩΣΕΙΣ ΣΙΤΟΥ	[24, 1125, 383, 1159]
loan-row: 1910 110 Εκ. 516	[24, 586, 200, 596]
not-politician-heading: «ΔΕΝ ΕΙΜΑΙ ΠΟΛΙΤΙΚΟΣ»	[1208, 450, 1355, 461]
industry-row: Πειραϊκὴ 235	[206, 507, 383, 517]
dynastic-text-2: Ὁ γάμος αὐτὸς τοῦ Πέτρου οὐδέποτε ἀνεγνωρίσθη ἀπὸ τὴν Αὐλὴν καὶ ἡ σύζυγός του δὲν ἔλαβεν ποτὲ τὸν τίτλον τῆς Πριγκιπίσσης.	[786, 236, 987, 281]
succession-heading: ΚΑΙ Η ΠΡΩΤΗ ΔΙΑΔΟΧΗ	[1213, 373, 1350, 385]
industry-row: Αἰθάνατον 340	[206, 476, 383, 486]
temples-author: ΑΛΚΗΣ ΘΡΥΛΟΣ	[689, 810, 780, 822]
shelter-text: ΛΑΜΙΑ, 5. (Τοῦ ἀνταποκριτοῦ μας). — Ὁ Ἑλληνικὸς Ὀρειβατικὸς Σύνδεσμος ἀνακοινοῖ ὅτι ἐνοικιάζεται τὸ καταφύγιον τῆς Οἴτης διὰ τὴν χειμερινὴν περίοδον.	[393, 664, 568, 719]
congress-text: Μεθαύριον συνέρχεται εἰς Ἀθήνας τὸ Συνέδριον τῶν Ἐμπορικῶν Ὀργανώσεων τῶν χωρῶν τῆς Εὐρώπης μὲ τὴν συμμετοχὴν ἀντιπροσώπων ἐκ 18 χωρῶν.	[393, 1193, 568, 1249]
drachma-loan-row: 1962 Ἐπεν. 38	[24, 679, 383, 689]
article-heading: ΑΡΘΡΟΝ 45 ΤΟΥ ΣΥΝΤΑΓΜΑΤΟΣ	[996, 582, 1181, 594]
loan-row: 1914 500 Εκ. 511	[24, 596, 200, 606]
scorpion-heading: ΑΠΕΣΑΝΕΝ ΑΝ ΣΚΟΡΠΙΔΙΟΝ ΕΙΣ ΑΠΟΘΗΚΗΝ ΦΟΥΣΤΩΝ	[1292, 1088, 1560, 1114]
news-text-1: Ἀνακοινοῦται ὑπὸ τῆς ἀρμοδίας ὑπηρεσίας ὅτι ἐξετάζεται ἡ ἐφαρμογὴ τῶν διατάξεων περὶ αὐξήσεως τῶν ἀποδοχῶν τῶν δημοσίων ὑπαλλήλων ἀπὸ 1ης Νοεμβρίου.	[393, 212, 568, 268]
drachma-loans-header: ΔΑΝΕΙΑ ΕΙΣ ΔΡΑΧΜΑΣ	[24, 662, 383, 676]
industry-row: Ἠλεκτρικὴ 217	[206, 426, 383, 436]
free-markets-text: Ἀγορὰ Ζυρίχης: Τιμαὶ ξένων χαρτονομισμάτων εἰς Ἑλβετικὰ φράγκα. Ἀγορὰ Μιλάνου: Τιμαὶ ξένων χαρτονομισμάτων εἰς λιρέττας Ἰταλίας ἀγορὰ — πώλησις.	[24, 980, 383, 1003]
shelter-heading: ΕΝΟΙΚΙΑΣΙΣ ΕΙΣ ΟΙΤΥΛΟ ΤΟΥ ΤΡΙΑΚΟΣΤΟΥ ΚΑΤΑΦΥΓΙΟΥ ΤΟΥ Ε.Ο.Σ.	[393, 613, 568, 660]
bank-row: Ἐμπορικῆς 645	[206, 293, 383, 303]
news-heading: Εἰδήσεις καὶ πληροφορίαι	[457, 173, 568, 212]
sentences-heading: ΠΟΙΝΑΙ ΦΥΛΑΚΙΣΕΩΣ ΚΑΙ ΜΕΤΑΘΕΣΕΙΣ ΕΙΣ Ε΄ ΑΞΙΩΜΑΤΙΚΟΥΣ ΤΟΥ Γ. Ε. ΕΘ. Α.	[1040, 989, 1522, 1036]
loan-row: 1954 Κτημ. Δ. 240	[24, 313, 200, 323]
loan-row: 1962 ΑΕΓ 220	[24, 293, 200, 303]
bank-row: Ἐμπορ. Πίστ. 615	[206, 283, 383, 293]
insurance-text-2: Ταμεῖον Ἐπικουρικῆς Ἀσφαλίσεως Ὑπαλλήλων Ἐμπορίου: Πρόεδρος ὁ κ. Λεωνίδας Μελετίου, μέλη δὲ οἱ κ. Ἀθανάσιος Λάμπρου, Εὐάγγελος Κυριακόπουλος καὶ Δημήτριος Θεοχάρης.	[786, 505, 987, 562]
stock-table-header: ΔΑΝΕΙΑ ΕΙΣ ΣΥΝΑΛΛΑΓΜΑ ΤΡΑΠΕΖΑΙ — ΑΣΦΑΛΕΙΑΙ	[24, 247, 383, 263]
news-text-2: Τὸ Σωματεῖον τῶν Ὑπαλλήλων τῆς Ἐθνικῆς Τραπέζης συνῆλθε χθὲς εἰς γενικὴν συνέλευσιν καὶ ἀπεφάσισε νὰ ὑποβάλῃ νέα αἰτήματα.	[393, 272, 568, 317]
trial-text: ΘΕΣΣΑΛΟΝΙΚΗ, 5. (Τοῦ ἀνταποκριτοῦ μας). — Ἐνώπιον τοῦ Κακουργιοδικείου Θεσσαλονίκης ἤρχισε σήμερον ἡ δίκη τοῦ φερομένου ὡς δράκου τοῦ Σέιχ-Σου, ὁ ὁποῖος κατηγορεῖται διὰ σειρὰν ἐγκλημάτων.	[996, 879, 1566, 902]
bank-row: Ἐθνικῆς 2790	[206, 273, 383, 283]
wheat-text: Μέχρι τῆς 30ῆς Σεπτεμβρίου ὁ Ὀργανισμὸς Διοικήσεως Ἀγροτικῶν Προϊόντων συνεκέντρωσε 888.200 τόννους σίτου, ἔναντι 826.300 τόννων κατὰ τὴν ἀντίστοιχον περίοδον τοῦ 1963.	[24, 1162, 383, 1196]
industry-row: Παραμίλια 235	[206, 497, 383, 507]
issue-date: Τρίτη 6 Ὀκτωβρίου 1964	[1219, 98, 1394, 114]
throne-heading: Η ΔΙΑΔΟΧΗ ΕΙΣ ΤΟΝ ΘΡΟΝΟΝ	[1002, 506, 1175, 518]
column-rule	[574, 99, 576, 2314]
international-text: Τοῦ πριγκιπικοῦ γάμου ἐγένετο μνεία εἰς τὸν διεθνῆ τύπον, ὁ ὁποῖος σχολιάζει τὴν ἀντίθεσιν μεταξὺ τοῦ Πέτρου καὶ τῆς Αὐλῆς.	[1382, 474, 1566, 519]
loan-row: 1887/89 400	[24, 536, 200, 546]
loan-row: 1964 Παραγωγ. 149	[24, 464, 200, 474]
industry-row: Φίξ 230	[206, 527, 383, 537]
trial-heading: ΗΡΧΙΣΕΝ ΧΘΕΣ ΕΙΣ ΤΗΝ ΘΕΣΣΑΛΟΝΙΚΗΝ Η ΔΙΚΗ ΤΟΥ ΦΕΡΟΜΕΝΟΥ ΩΣ ΔΡΑΚΟΥ ΤΟΥ ΣΕ-Ι-Χ — ΟΥ	[997, 829, 1565, 875]
court-reaction-heading: Η ΑΝΤΙΔΡΑΣΙΣ ΤΗΣ ΑΥΛΗΣ	[1205, 601, 1358, 613]
free-markets-heading: Ἐλεύθεραι ἀγοραὶ	[148, 950, 259, 965]
loan-row: 1890 Μονοπ. 500	[24, 546, 200, 556]
cause-heading: Η ΑΙΤΙΑ ΤΗΣ ΔΙΑΦΩΝΙΑΣ	[1017, 431, 1160, 443]
section-title: ΟΙΚΟΝΟΜΙΚΗ ΖΩΗ	[34, 95, 373, 206]
dynastic-text-1: τοῦ γαμηλίου ἐξελίσσεται εἰς τάσιν ἀντιπολιτεύσεως. Ἡ τελετὴ θὰ τελεσθῇ καὶ μετὰ τῆς ἀδελφῆς ἐλαύνεται κατὰ τὸν θάνατον τοῦ ἀρχηγοῦ τῆς δυναστείας εἰς τὴν ἐξορίαν. Πολλοὶ συγγενεῖς ἐδήλωσαν ὅτι δὲν θὰ παραστοῦν.	[786, 166, 987, 233]
industry-row: Ἠλεκτρ. Σιδ. 475	[206, 437, 383, 447]
cause-text: Κυρία αἰτία τῆς διενέξεως τοῦ πρίγκηπος Πέτρου μετὰ τῆς Βασιλικῆς οἰκογενείας ἀποτελεῖ τὸ ζήτημα τῆς διαδοχῆς εἰς τὸν θρόνον, τὸ ὁποῖον ἐρρυθμίσθη διὰ τοῦ Συντάγματος.	[996, 444, 1181, 500]
temples-text: ἀπὸ τὰ ἑλληνικὰ μνημεῖα τῆς ἐποχῆς. Ὁ ναὸς τοῦ Διὸς εἶναι ἐκ τῶν μεγαλυτέρων ποὺ ἔκτισαν ποτὲ οἱ Ρωμαῖοι καὶ οἱ κίονές του ἐξακολουθοῦν νὰ ἐντυπωσιάζουν τὸν ἐπισκέπτην. Ἡ Ἀκρόπολις τῆς Ἡλιουπόλεως ὑψώνεται ἐπὶ τοῦ ὀροπεδίου.	[580, 690, 780, 757]
loan-row: Σειρά ΣΤ-Ζ 153	[24, 363, 200, 373]
church-law-text: Σᾶς, ὅπως δείχνουν οἱ ἀποφάσεις, ἡ Ἐκκλησία ἐξακολουθεῖ νὰ διέπεται ἀπὸ τοὺς ἱεροὺς κανόνας καὶ τὸν καταστατικὸν χάρτην.	[393, 1424, 568, 1469]
cinema-text: Τὸ Δ.Σ. τῆς Ὁμοσπονδίας Ὑπαλλήλων Κινηματογράφων ἀπεφάσισε νὰ ζητήσῃ συνάντησιν μὲ τὸν ὑπουργὸν Ἐργασίας διὰ τὰ αἰτήματα τοῦ κλάδου.	[393, 981, 568, 1026]
temples-heading: ΑΡΧΑΙΟΙ ΝΑΟΙ ΤΟΥ ΜΠΑΑΛΜΠΕΚ	[596, 607, 970, 674]
workers-title: ΥΠΑΛΛΗΛΟΙ ΚΑΙ ΕΡΓΑΤΑΙ	[393, 98, 554, 167]
loan-row: 1957 ΔΕΗ μ. 5	[24, 323, 81, 333]
industry-row: Δωδεκάνησος 1225	[206, 396, 383, 406]
foreign-exchanges-heading: ΧΡΗΜΑΤΙΣΤΗΡΙΑ ΕΞΩΤΕΡΙΚΟΥ	[24, 781, 383, 807]
dynastic-text-3: ΔΥΡΙΟΝ: Ἡ ἀνακοίνωσις ἀνεγνώσθη εἰς τὴν αἴθουσαν τοῦ ξενοδοχείου. Ὁ πρίγκηψ ἀπέφυγε νὰ ἀπαντήσῃ εἰς τὰ ἐρωτήματα τῶν δημοσιογράφων.	[580, 397, 780, 442]
dismissed-heading: ΟΙ ΑΠΟΛΥΘΕΝΤΕΣ ΔΗΜΟΣΙΟΙ ΥΠΑΛΛΗΛΟΙ ΖΗΤΟΥΝ ΓΕΝΙΚΗΝ ΑΠΟΚΑΤΑΣΤΑΣΙΝ	[1009, 1088, 1263, 1114]
police-text: Ἀπὸ τῆς χθὲς τὰ γραφεῖα τοῦ Ἀρχηγείου τῆς Ἀστυνομίας Πόλεων μεταφέρθησαν εἰς τὸ νέον κτίριον.	[393, 900, 568, 933]
lottery-number-line: 60118 66735 73407 79250 92377	[393, 594, 515, 603]
loans-table: α) Μεταπολεμικά 1960 ΑΕΓ 152 1960 ΑΕΓ 152 1962 ΑΕΓ 220 1962 ΑΕΓ 205 1954 Κτημ. Δ. 240 1957 ΔΕΗ μ. 5 Σειρά Α΄ 153 Σειρά Β΄ 153 Σειρά Γ΄ 153 Σειρά ΣΤ-Ζ 153 Σειρά Η 153 Σειρά Θ 153 Σειρά Ι 157 1959 ΔΕΗ μ. 5 157 1960 ΔΕΗ μ. 5 151 1960 ΔΕΗ μ. 5 153 1961 ΔΕΗ μ. 5 152 1962 ΔΕΗ μ. 5 235 1963 ΔΕΗ μ. 5 230 1964 Παραγωγ. 149 1964 Παραγωγ. 145 1964 Παραγωγ. 148 1960 Σ.Μ.Τ. 148 1931 Λιμάν. 155 β) Προπολεμικά 1881/88 500 1887/89 400 1890 Μονοπ. 500 1902 Σιδηρ. 392 1907 Λαχειοφ. 22 1910 Κτημ. 22 1910 110 Εκ. 516 1914 500 Εκ. 511 1924 Προσφ. 222 1925 Οδικ. 9750 1926 Οδικ. 5350 1928 Σταθ. 650 1931 Παραγ. 770	[24, 263, 200, 657]
loan-row: Σειρά Β΄ 153	[24, 343, 200, 353]
stock-tables	[24, 263, 383, 658]
workers-column	[393, 0, 568, 2324]
industry-row: Χαλυβδος 450	[206, 538, 383, 548]
industry-row: Ἔτμα 195	[206, 416, 383, 426]
loan-row: 1961 ΔΕΗ μ. 5 152	[24, 435, 200, 445]
loan-row: 1964 Παραγωγ. 148	[24, 485, 200, 495]
loan-row: Σειρά Γ΄ 153	[24, 353, 200, 363]
child-text: Νήπιον ἡλικίας τριῶν ἐτῶν κατέπιε χθὲς ποσότητα χαπιῶν ποὺ εὗρεν εἰς τὴν οἰκίαν του καὶ μετεφέρθη εἰς τὸ νοσοκομεῖον.	[393, 1074, 568, 1119]
loan-row: 1902 Σιδηρ. 392	[24, 556, 200, 566]
bank-row: Ἑλλάδος 4220	[206, 263, 383, 272]
gold-text: Χρυσῆ λίρα Ἀγγλίας. Χρυσοῦ τιμαὶ εἰς δολλάρια ἀνὰ οὐγγιάν Ζυρίχης, Παρισίων καὶ Λονδίνου.	[24, 1029, 383, 1051]
currency-market-heading: Ἀγορὰ συναλλάγματος	[134, 890, 273, 905]
congress-heading: ΣΥΝΕΡΧΕΤΑΙ ΕΙΣ ΑΘΗΝΑΣ ΣΥΝΕΔΡΙΟΝ ΕΜΠΟΡΙΚΩΝ ΟΡΓΑΝΩΣΕΩΝ ΤΗΣ ΕΥΡΩΠΗΣ	[393, 1129, 568, 1189]
sentences-text: Ἐπεβλήθησαν ποιναὶ φυλακίσεως εἰς ἀξιωματικοὺς τοῦ Γενικοῦ Ἐπιτελείου Ἐθνικῆς Ἀμύνης, ἐνῷ ἀπεφασίσθη καὶ ἡ μετάθεσις ἑτέρων πέντε ἀξιωματικῶν.	[996, 1040, 1566, 1062]
industry-row: Κεραμεικὰ 235	[206, 466, 383, 476]
industry-row: Χαρτοποιΐας 225	[206, 548, 383, 558]
